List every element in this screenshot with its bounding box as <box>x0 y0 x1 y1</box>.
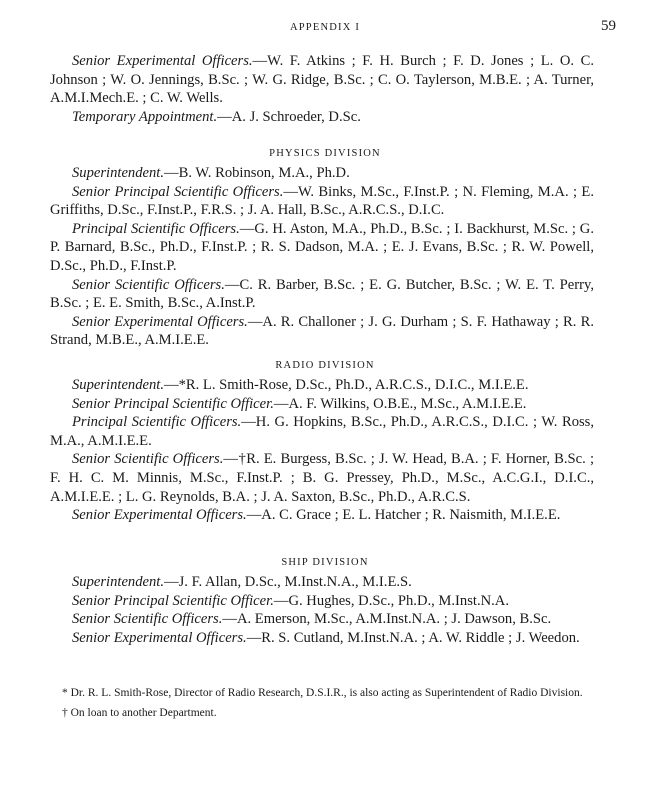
staff-names: —A. C. Grace ; E. L. Hatcher ; R. Naismith, M.I.E.E. <box>246 507 561 524</box>
staff-role: Senior Experimental Officers. <box>72 507 247 524</box>
staff-entry <box>50 183 594 220</box>
staff-names: —A. Emerson, M.Sc., A.M.Inst.N.A. ; J. Dawson, B.Sc. <box>222 611 552 628</box>
staff-role: Superintendent. <box>72 377 165 393</box>
staff-names: —G. Hughes, D.Sc., Ph.D., M.Inst.N.A. <box>273 592 509 609</box>
staff-role: Senior Scientific Officers. <box>72 611 223 628</box>
staff-role: Superintendent. <box>72 165 165 181</box>
staff-entry <box>50 592 594 611</box>
staff-names: —G. H. Aston, M.A., Ph.D., B.Sc. ; I. Backhurst, M.Sc. ; G. P. Barnard, B.Sc., Ph.D., F.Inst.P. ; R. S. Dadson, M.A. ; E. J. Evans, B.Sc. ; R. W. Powell, D.Sc., Ph.D., F.Inst.P. <box>50 220 594 274</box>
staff-entry <box>50 413 594 450</box>
staff-entry <box>50 506 594 525</box>
staff-names: —A. R. Challoner ; J. G. Durham ; S. F. Hathaway ; R. R. Strand, M.B.E., A.M.I.E.E. <box>50 313 594 349</box>
staff-entry <box>50 610 594 629</box>
staff-names: —†R. E. Burgess, B.Sc. ; J. W. Head, B.A. ; F. Horner, B.Sc. ; F. H. C. M. Minnis, M.Sc., F.Inst.P. ; B. G. Pressey, Ph.D., M.Sc., A.C.G.I., D.I.C., A.M.I.E.E. ; L. G. Reynolds, B.A. ; J. A. Saxton, B.Sc., Ph.D., A.R.C.S. <box>50 451 594 505</box>
ship-division-block <box>50 573 594 647</box>
staff-names: —W. Binks, M.Sc., F.Inst.P. ; N. Fleming, M.A. ; E. Griffiths, D.Sc., F.Inst.P., F.R.S. ; J. A. Hall, B.Sc., A.R.C.S., D.I.C. <box>50 183 594 219</box>
staff-entry <box>50 376 594 395</box>
physics-division-block <box>50 164 594 350</box>
radio-division-title: RADIO DIVISION <box>275 360 375 371</box>
staff-names: —R. S. Cutland, M.Inst.N.A. ; A. W. Riddle ; J. Weedon. <box>246 629 580 646</box>
staff-names: —A. J. Schroeder, D.Sc. <box>217 108 361 125</box>
staff-role: Senior Experimental Officers. <box>72 313 248 330</box>
physics-division-title: PHYSICS DIVISION <box>269 148 381 159</box>
staff-entry <box>50 276 594 313</box>
staff-names: —J. F. Allan, D.Sc., M.Inst.N.A., M.I.E.S. <box>164 574 412 590</box>
staff-entry <box>50 573 594 592</box>
page-number: 59 <box>601 18 616 34</box>
running-head: APPENDIX I <box>289 22 361 33</box>
staff-names: —W. F. Atkins ; F. H. Burch ; F. D. Jones ; L. O. C. Johnson ; W. O. Jennings, B.Sc. ; W. G. Ridge, B.Sc. ; C. O. Taylerson, M.B.E. ; A. Turner, A.M.I.Mech.E. ; C. W. Wells. <box>50 53 594 107</box>
staff-names: —H. G. Hopkins, B.Sc., Ph.D., A.R.C.S., D.I.C. ; W. Ross, M.A., A.M.I.E.E. <box>50 414 594 449</box>
staff-entry <box>50 220 594 276</box>
footnote: † On loan to another Department. <box>62 707 217 719</box>
staff-role: Principal Scientific Officers. <box>72 220 240 237</box>
staff-role: Senior Scientific Officers. <box>72 451 224 468</box>
staff-entry <box>50 450 594 506</box>
staff-names: —C. R. Barber, B.Sc. ; E. G. Butcher, B.Sc. ; W. E. T. Perry, B.Sc. ; E. E. Smith, B.Sc., A.Inst.P. <box>50 276 594 312</box>
staff-entry <box>50 108 594 127</box>
staff-entry <box>50 52 594 108</box>
footnote: * Dr. R. L. Smith-Rose, Director of Radio Research, D.S.I.R., is also acting as Superintendent of Radio Division. <box>62 687 583 699</box>
staff-role: Principal Scientific Officers. <box>72 414 242 431</box>
staff-entry <box>50 313 594 350</box>
ship-division-title: SHIP DIVISION <box>281 557 369 568</box>
staff-names: —A. F. Wilkins, O.B.E., M.Sc., A.M.I.E.E. <box>273 395 527 412</box>
staff-role: Senior Principal Scientific Officer. <box>72 592 274 609</box>
footnotes <box>50 686 594 726</box>
staff-role: Senior Experimental Officers. <box>72 53 253 69</box>
staff-entry <box>50 629 594 648</box>
staff-role: Senior Principal Scientific Officer. <box>72 395 274 412</box>
radio-division-block <box>50 376 594 525</box>
staff-names: —*R. L. Smith-Rose, D.Sc., Ph.D., A.R.C.S., D.I.C., M.I.E.E. <box>164 377 529 393</box>
staff-role: Temporary Appointment. <box>72 108 218 125</box>
staff-names: —B. W. Robinson, M.A., Ph.D. <box>164 165 350 181</box>
page-header <box>0 18 650 42</box>
staff-role: Senior Principal Scientific Officers. <box>72 183 284 200</box>
staff-entry <box>50 395 594 414</box>
staff-role: Senior Scientific Officers. <box>72 276 225 293</box>
staff-entry <box>50 164 594 183</box>
intro-block <box>50 52 594 126</box>
staff-role: Senior Experimental Officers. <box>72 629 247 646</box>
staff-role: Superintendent. <box>72 574 165 590</box>
